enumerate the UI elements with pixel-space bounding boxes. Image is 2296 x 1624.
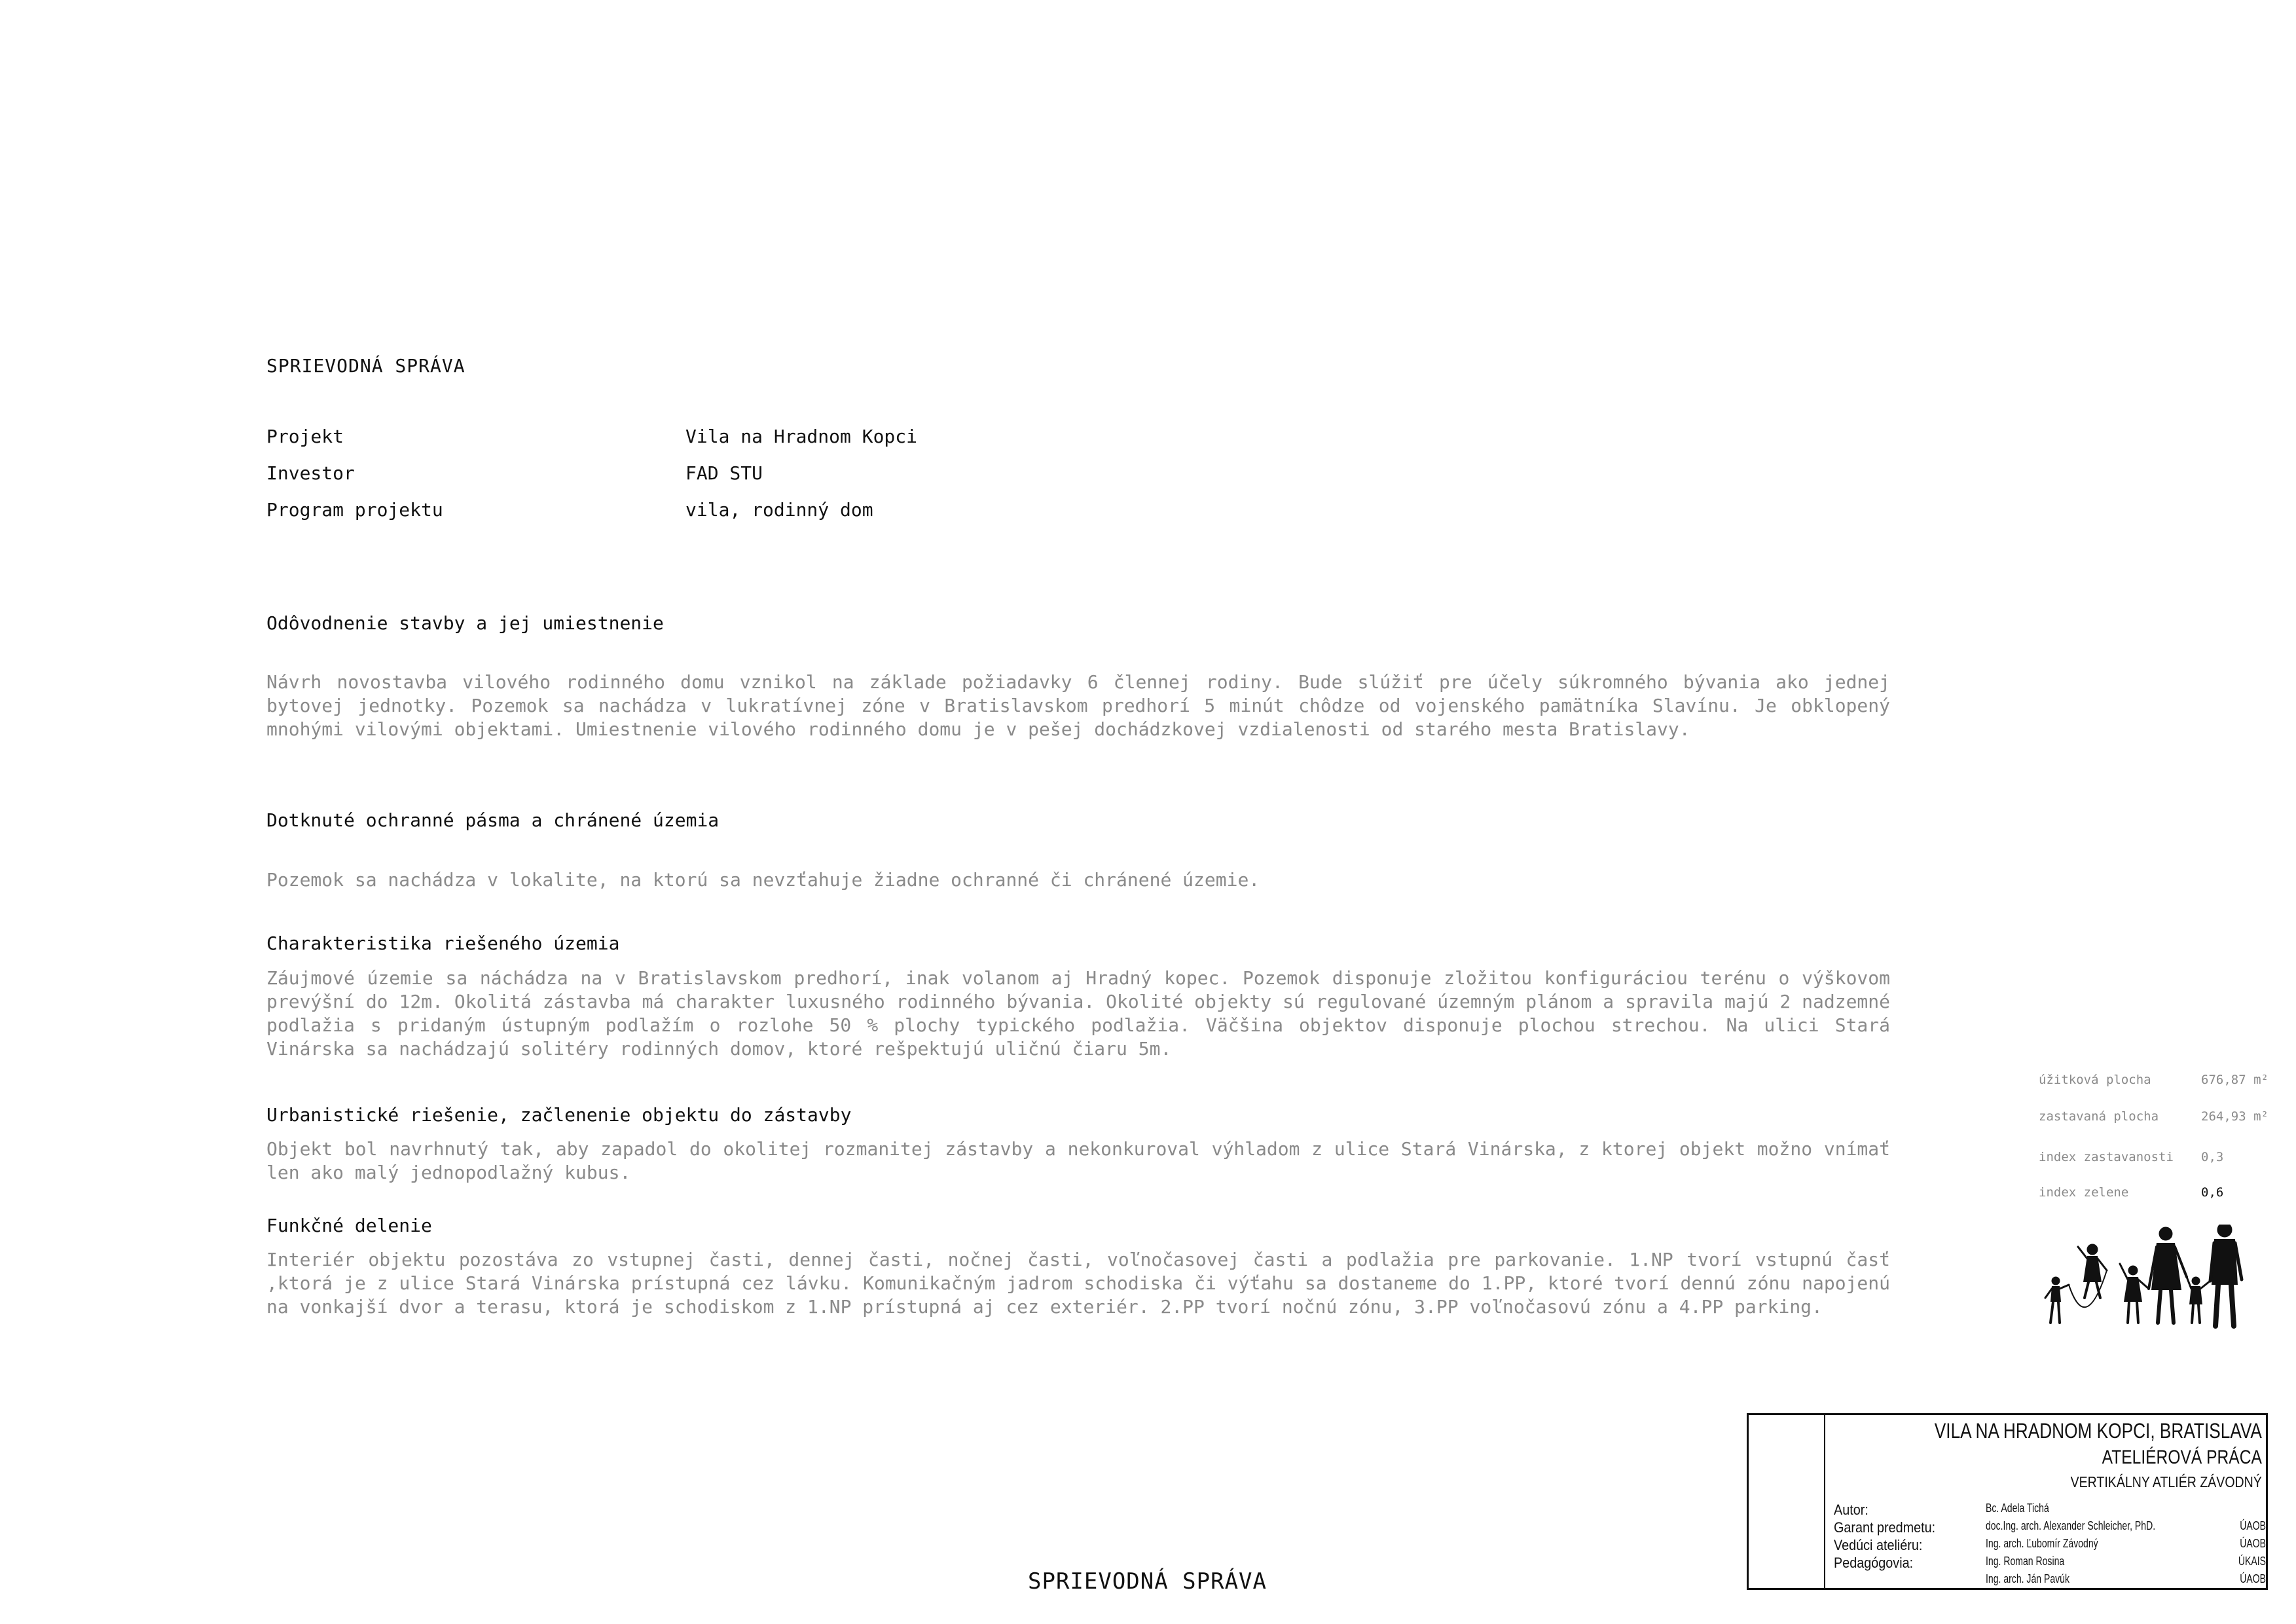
section-heading: Charakteristika riešeného územia [266, 932, 620, 954]
credit-row [1834, 1502, 2266, 1519]
title-block-divider [1824, 1415, 1825, 1588]
footer-title: SPRIEVODNÁ SPRÁVA [1028, 1568, 1267, 1595]
credit-row [1834, 1555, 2266, 1572]
meta-label: Program projektu [266, 499, 443, 521]
stat-value: 676,87 m² [2201, 1073, 2269, 1087]
section-heading: Funkčné delenie [266, 1215, 432, 1236]
meta-value: Vila na Hradnom Kopci [685, 426, 918, 447]
stat-label: zastavaná plocha [2039, 1109, 2159, 1124]
credit-dept: ÚAOB [2240, 1537, 2266, 1550]
credit-name: Ing. arch. Ľubomír Závodný [1986, 1537, 2098, 1550]
credit-name: Bc. Adela Tichá [1986, 1502, 2049, 1515]
section-text: Pozemok sa nachádza v lokalite, na ktorú sa nevzťahuje žiadne ochranné či chránené územie. [266, 869, 1260, 891]
stat-label: úžitková plocha [2039, 1073, 2151, 1087]
stat-value: 0,3 [2201, 1150, 2224, 1164]
credits [1834, 1502, 2266, 1590]
family-silhouette-icon [2041, 1225, 2267, 1329]
studio-name: VERTIKÁLNY ATLIÉR ZÁVODNÝ [2070, 1473, 2262, 1490]
credit-row [1834, 1572, 2266, 1590]
stat-value: 0,6 [2201, 1185, 2224, 1200]
meta-value: vila, rodinný dom [685, 499, 873, 521]
stat-row [2039, 1185, 2224, 1200]
meta-value: FAD STU [685, 462, 763, 484]
stat-row [2039, 1109, 2269, 1124]
stat-label: index zelene [2039, 1185, 2129, 1200]
section-heading: Dotknuté ochranné pásma a chránené územia [266, 809, 720, 831]
credit-row [1834, 1519, 2266, 1537]
credit-label: Pedagógovia: [1834, 1555, 1914, 1571]
meta-label: Projekt [266, 426, 344, 447]
work-type: ATELIÉROVÁ PRÁCA [2102, 1447, 2262, 1468]
credit-name: Ing. arch. Ján Pavúk [1986, 1572, 2069, 1585]
credit-dept: ÚKAIS [2238, 1555, 2266, 1568]
credit-label: Vedúci ateliéru: [1834, 1537, 1923, 1553]
stat-value: 264,93 m² [2201, 1109, 2269, 1124]
stat-row [2039, 1150, 2224, 1164]
section-text: Objekt bol navrhnutý tak, aby zapadol do okolitej rozmanitej zástavby a nekonkuroval výhladom z ulice Stará Vinárska, z ktorej objekt možno vnímať len ako malý jednopodlažný kubus. [266, 1138, 1890, 1183]
credit-label: Autor: [1834, 1502, 1868, 1518]
section-heading: Urbanistické riešenie, začlenenie objektu do zástavby [266, 1104, 852, 1126]
credit-name: Ing. Roman Rosina [1986, 1555, 2065, 1568]
section-heading: Odôvodnenie stavby a jej umiestnenie [266, 612, 664, 634]
title-block [1747, 1413, 2268, 1590]
stat-label: index zastavanosti [2039, 1150, 2174, 1164]
credit-dept: ÚAOB [2240, 1572, 2266, 1585]
credit-label: Garant predmetu: [1834, 1519, 1936, 1536]
credit-dept: ÚAOB [2240, 1519, 2266, 1532]
section-text: Záujmové územie sa náchádza na v Bratislavskom predhorí, inak volanom aj Hradný kopec. Pozemok disponuje zložitou konfiguráciou terénu o výškovom prevýšní do 12m. Okolitá zástavba má charakter luxusného rodinného bývania. Okolité objekty sú regulované územným plánom a spravila majú 2 nadzemné podlažia s pridaným ústupným podlažím o rozlohe 50 % plochy typického podlažia. Väčšina objektov disponuje plochou strechou. Na ulici Stará Vinárska sa nachádzajú solitéry rodinných domov, ktoré rešpektujú uličnú čiaru 5m. [266, 967, 1890, 1060]
section-text: Interiér objektu pozostáva zo vstupnej časti, dennej časti, nočnej časti, voľnočasovej časti a podlažia pre parkovanie. 1.NP tvorí vstupnú časť ,ktorá je z ulice Stará Vinárska prístupná cez lávku. Komunikačným jadrom schodiska či výťahu sa dostaneme do 1.PP, ktoré tvorí dennú zónu napojenú na vonkajší dvor a terasu, ktorá je schodiskom z 1.NP prístupná aj cez exteriér. 2.PP tvorí nočnú zónu, 3.PP voľnočasovú zónu a 4.PP parking. [266, 1249, 1890, 1318]
document-title: SPRIEVODNÁ SPRÁVA [266, 355, 465, 377]
section-text: Návrh novostavba vilového rodinného domu vznikol na základe požiadavky 6 člennej rodiny. Bude slúžiť pre účely súkromného bývania ako jednej bytovej jednotky. Pozemok sa nachádza v lukratívnej zóne v Bratislavskom predhorí 5 minút chôdze od vojenského pamätníka Slavínu. Je obklopený mnohými vilovými objektami. Umiestnenie vilového rodinného domu je v pešej dochádzkovej vzdialenosti od starého mesta Bratislavy. [266, 671, 1890, 740]
meta-label: Investor [266, 462, 355, 484]
credit-row [1834, 1537, 2266, 1555]
project-name: VILA NA HRADNOM KOPCI, BRATISLAVA [1934, 1419, 2262, 1443]
credit-name: doc.Ing. arch. Alexander Schleicher, PhD. [1986, 1519, 2156, 1532]
stat-row [2039, 1073, 2269, 1087]
